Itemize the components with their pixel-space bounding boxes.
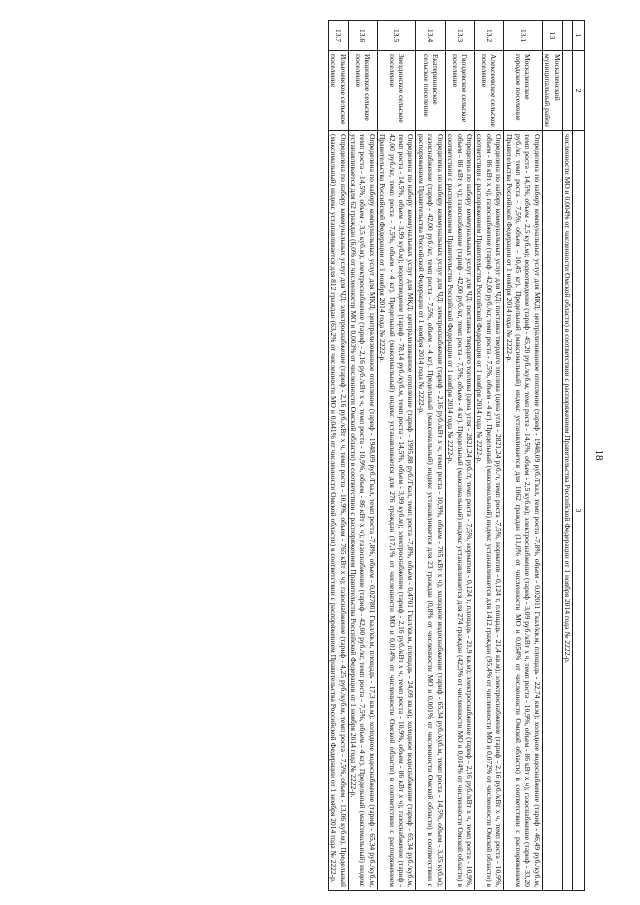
municipality-name: Гвоздевское сельское поселение <box>445 51 474 131</box>
row-description: Определена по набору коммунальных услуг для МКД: централизованное отопление (тариф - 1948,09 руб./Гкал, темп роста -7,8%, объем - 0,02011 Гкал/кв.м, площадь - 22,74 кв.м); холодное водоснабжение (тариф - 46,49 руб./куб.м, темп роста - 14,5%, объем - 2,5 куб.м); водоотведение (тариф - 45,20 руб./куб.м, темп роста - 14,5%, объем - 2,5 куб.м); электроснабжение (тариф - 3,09 руб./кВт х ч, темп роста - 10,9%, объем - 86 кВт х ч); газоснабжение (тариф - 33,20 руб./кг, темп роста - 7,5%, объем - 10,45 кг). Предельный (максимальный) индекс устанавливается для 1062 граждан (11,0% от численности МО и 0,054% от численности Омской области) в соответствии с распоряжением Правительства Российской Федерации от 1 ноября 2014 года № 2222-р. <box>504 131 543 891</box>
table-row <box>348 21 377 891</box>
row-number: 13.1 <box>504 21 543 51</box>
tariff-table <box>328 20 585 891</box>
municipality-name: Звездинское сельское поселение <box>377 51 416 131</box>
column-number: 1 <box>573 21 585 51</box>
row-description: Определена по набору коммунальных услуг для МКД: централизованное отопление (тариф - 1948,09 руб./Гкал, темп роста -7,8%, объем - 0,027801 Гкал/кв.м, площадь - 17,3 кв.м); холодное водоснабжение (тариф - 65,34 руб./куб.м, темп роста - 14,5%, объем - 3,5 куб.м); электроснабжение (тариф - 2,16 руб./кВт х ч, темп роста - 10,9%, объем - 86 кВт х ч); газоснабжение (тариф - 42,00 руб./кг, темп роста - 7,5%, объем - 4 кг). Предельный (максимальный) индекс устанавливается для 62 граждан (6,0% от численности МО и 0,003% от численности Омской области) в соответствии с распоряжением Правительства Российской Федерации от 1 ноября 2014 года № 2222-р. <box>348 131 377 891</box>
table-row <box>328 21 348 891</box>
table-row <box>416 21 445 891</box>
row-description: Определена по набору коммунальных услуг для МКД: централизованное отопление (тариф - 1995,88 руб./Гкал, темп роста -7,8%, объем - 0,4701 Гкал/кв.м, площадь - 24,09 кв.м); холодное водоснабжение (тариф - 65,34 руб./куб.м, темп роста - 14,5%, объем - 3,99 куб.м); водоотведение (тариф - 78,14 руб./куб.м, темп роста - 14,5%, объем - 3,99 куб.м); электроснабжение (тариф - 2,16 руб./кВт х ч, темп роста - 10,9%, объем - 86 кВт х ч); газоснабжение (тариф - 42,00 руб./кг, темп роста - 7,5%, объем - 4 кг). Предельный (максимальный) индекс устанавливается для 276 граждан (17,1% от численности МО и 0,014% от численности Омской области) в соответствии с распоряжением Правительства Российской Федерации от 1 ноября 2014 года № 2222-р. <box>377 131 416 891</box>
column-number: 2 <box>573 51 585 131</box>
row-number: 13.2 <box>474 21 503 51</box>
municipality-name: Москаленский муниципальный район <box>542 51 562 131</box>
table-row <box>562 21 572 891</box>
row-description <box>542 131 562 891</box>
row-number: 13.5 <box>377 21 416 51</box>
table-row <box>474 21 503 891</box>
row-number: 13.6 <box>348 21 377 51</box>
row-description: Определена по набору коммунальных услуг для ЧД: электроснабжение (тариф - 2,16 руб./кВт х ч, темп роста - 10,9%, объем - 765 кВт х ч); холодное водоснабжение (тариф - 65,34 руб./куб.м, темп роста - 14,5%, объем - 3,35 куб.м); газоснабжение (тариф - 42,00 руб./кг, темп роста - 7,5%, объем - 4 кг). Предельный (максимальный) индекс устанавливается для 23 граждан (0,8% от численности МО и 0,001% от численности Омской области) в соответствии с распоряжением Правительства Российской Федерации от 1 ноября 2014 года № 2222-р. <box>416 131 445 891</box>
row-number: 13.7 <box>328 21 348 51</box>
municipality-name: Екатериновское сельское поселение <box>416 51 445 131</box>
municipality-name: Москаленское городское поселение <box>504 51 543 131</box>
row-number: 13.4 <box>416 21 445 51</box>
column-number: 3 <box>573 131 585 891</box>
table-row <box>445 21 474 891</box>
table-row <box>377 21 416 891</box>
row-description: численности МО и 0,004% от численности Омской области) в соответствии с распоряжением Правительства Российской Федерации от 1 ноября 2014 года № 2222-р. <box>562 131 572 891</box>
row-description: Определена по набору коммунальных услуг для ЧД: поставка твердого топлива (цена угля - 2821,24 руб./т, темп роста - 7,5%, норматив - 0,124 т, площадь - 21,9 кв.м); электроснабжение (тариф - 2,16 руб./кВт х ч, темп роста - 10,9%, объем - 86 кВт х ч); газоснабжение (тариф - 42,00 руб./кг, темп роста - 7,5%, объем - 4 кг). Предельный (максимальный) индекс устанавливается для 274 граждан (42,3% от численности МО и 0,014% от численности Омской области) в соответствии с распоряжением Правительства Российской Федерации от 1 ноября 2014 года № 2222-р. <box>445 131 474 891</box>
page-number: 18 <box>593 449 605 461</box>
column-number-row <box>573 21 585 891</box>
municipality-name: Ивановское сельское поселение <box>348 51 377 131</box>
row-number: 13.3 <box>445 21 474 51</box>
municipality-name: Ильичевское сельское поселение <box>328 51 348 131</box>
table-row <box>542 21 562 891</box>
municipality-name <box>562 51 572 131</box>
row-number <box>562 21 572 51</box>
table-row <box>504 21 543 891</box>
row-description: Определена по набору коммунальных услуг для ЧД: поставка твердого топлива (цена угля - 2821,24 руб./т, темп роста -7,5%, норматив - 0,124 т, площадь - 21,4 кв.м); электроснабжение (тариф - 2,16 руб./кВт х ч, темп роста - 10,9%, объем - 86 кВт х ч); газоснабжение (тариф - 42,00 руб./кг, темп роста - 7,5%, объем - 4 кг). Предельный (максимальный) индекс устанавливается для 1412 граждан (95,4% от численности МО и 0,072% от численности Омской области) в соответствии с распоряжением Правительства Российской Федерации от 1 ноября 2014 года № 2222-р. <box>474 131 503 891</box>
row-number: 13 <box>542 21 562 51</box>
row-description: Определена по набору коммунальных услуг для ЧД: электроснабжение (тариф - 2,16 руб./кВт х ч, темп роста - 10,9%, объем - 765 кВт х ч); газоснабжение (тариф - 4,25 руб./куб.м, темп роста - 7,5%, объем - 13,06 куб.м). Предельный (максимальный) индекс устанавливается для 812 граждан (63,2% от численности МО и 0,041% от численности Омской области) в соответствии с распоряжением Правительства Российской Федерации от 1 ноября 2014 года № 2222-р. <box>328 131 348 891</box>
municipality-name: Алексеевское сельское поселение <box>474 51 503 131</box>
rotated-landscape-page <box>37 20 607 890</box>
